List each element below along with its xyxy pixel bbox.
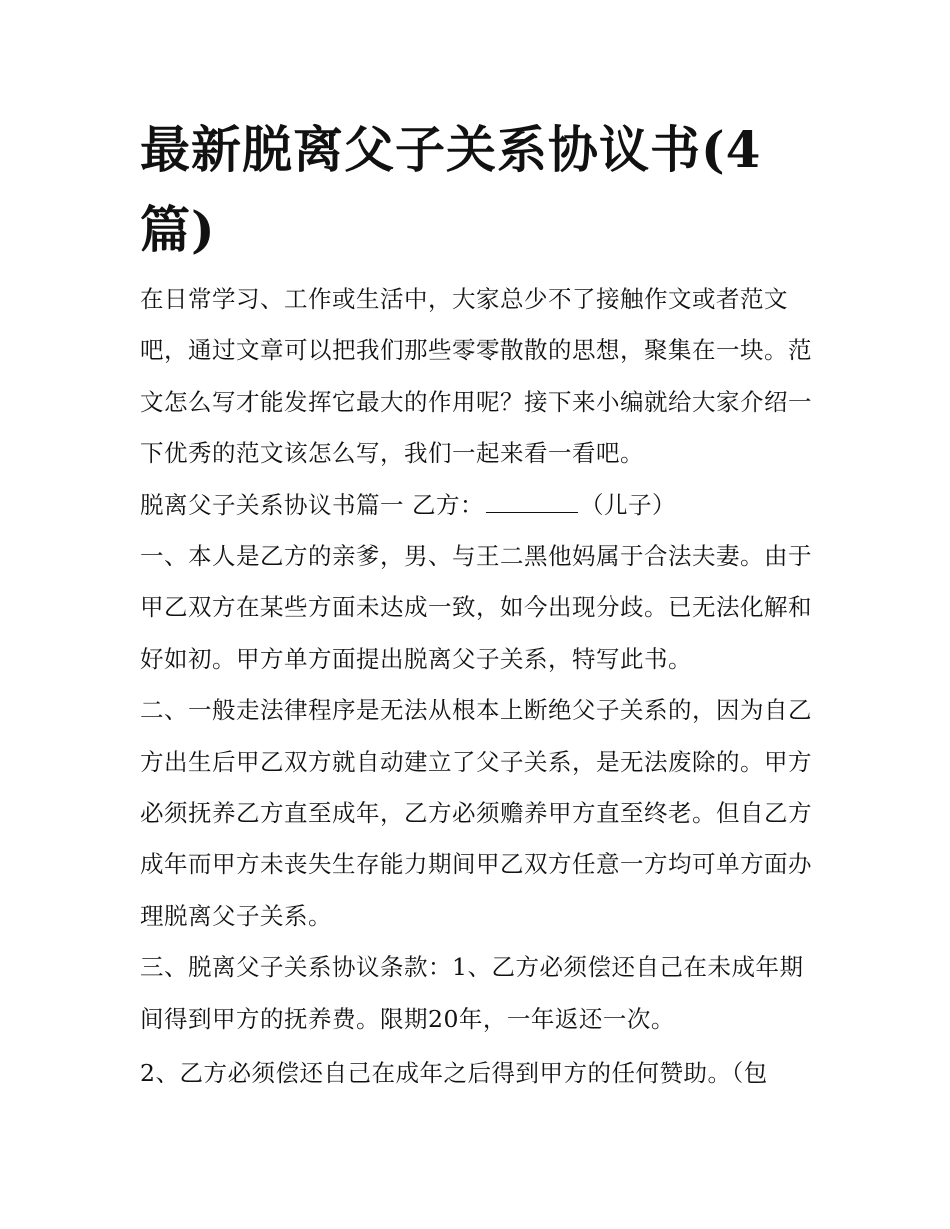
- blank-fill-line: [486, 494, 578, 513]
- clause-1-paragraph: 一、本人是乙方的亲爹，男、与王二黑他妈属于合法夫妻。由于甲乙双方在某些方面未达成一致，如今出现分歧。已无法化解和好如初。甲方单方面提出脱离父子关系，特写此书。: [140, 542, 812, 673]
- clause-3-item-2-paragraph: 2、乙方必须偿还自己在成年之后得到甲方的任何赞助。（包: [140, 1059, 768, 1088]
- clause-3-paragraph: 三、脱离父子关系协议条款：1、乙方必须偿还自己在未成年期间得到甲方的抚养费。限期20年，一年返还一次。: [140, 953, 804, 1033]
- section-heading-suffix: （儿子）: [579, 490, 676, 519]
- document-title: 最新脱离父子关系协议书(4篇): [140, 120, 762, 259]
- intro-paragraph: 在日常学习、工作或生活中，大家总少不了接触作文或者范文吧，通过文章可以把我们那些零零散散的思想，聚集在一块。范文怎么写才能发挥它最大的作用呢？接下来小编就给大家介绍一下优秀的范文该怎么写，我们一起来看一看吧。: [140, 285, 812, 468]
- document-body: [140, 274, 820, 1101]
- section-heading-prefix: 脱离父子关系协议书篇一 乙方：: [140, 490, 484, 519]
- section-heading: [140, 480, 820, 531]
- clause-2-paragraph: 二、一般走法律程序是无法从根本上断绝父子关系的，因为自乙方出生后甲乙双方就自动建立了父子关系，是无法废除的。甲方必须抚养乙方直至成年，乙方必须赡养甲方直至终老。但自乙方成年而甲方未丧失生存能力期间甲乙双方任意一方均可单方面办理脱离父子关系。: [140, 696, 812, 930]
